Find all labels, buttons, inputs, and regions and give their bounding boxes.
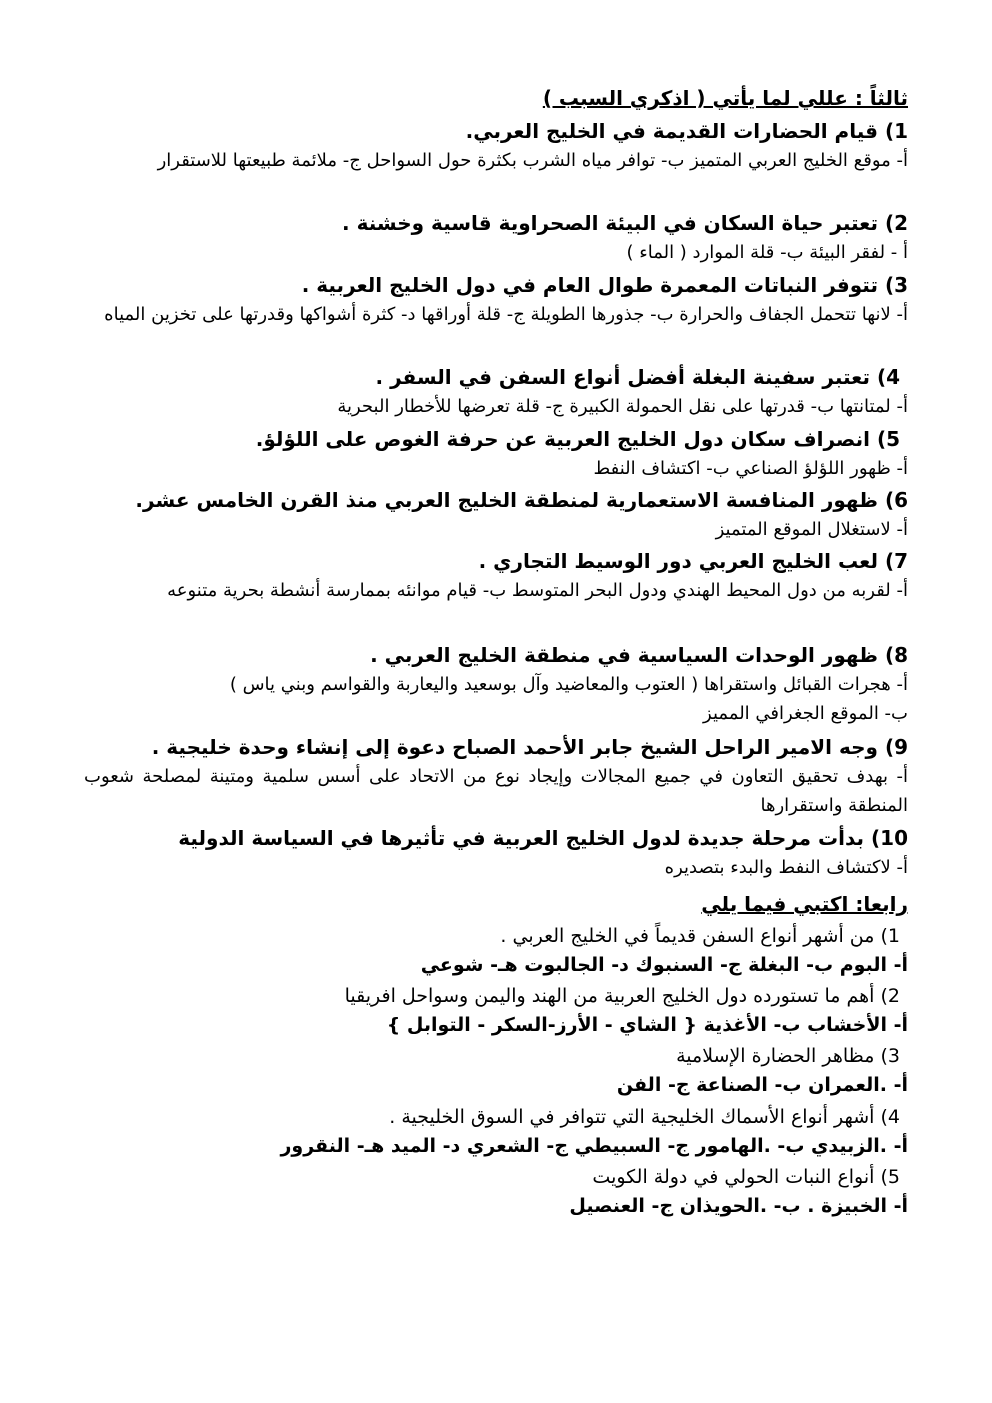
write-question-text: مظاهر الحضارة الإسلامية xyxy=(676,1045,875,1067)
question-block-6 xyxy=(84,485,908,544)
question-block-8 xyxy=(84,640,908,728)
question-block-2 xyxy=(84,208,908,267)
write-question xyxy=(84,1103,908,1132)
question-number: 1) xyxy=(884,119,908,143)
question-number: 4) xyxy=(876,365,900,389)
question-title xyxy=(84,116,908,146)
question-title xyxy=(84,546,908,576)
write-item-4 xyxy=(84,1103,908,1161)
question-text: قيام الحضارات القديمة في الخليج العربي. xyxy=(465,119,878,143)
question-title xyxy=(84,270,908,300)
write-answer: أ- البوم ب- البغلة ج- السنبوك د- الجالبوت هـ- شوعي xyxy=(420,954,908,976)
write-number: 2) xyxy=(880,985,900,1007)
question-title xyxy=(84,362,908,392)
write-item-3 xyxy=(84,1042,908,1100)
write-item-5 xyxy=(84,1163,908,1221)
question-number: 8) xyxy=(884,643,908,667)
write-question-text: من أشهر أنواع السفن قديماً في الخليج العربي . xyxy=(500,925,875,947)
question-title xyxy=(84,485,908,515)
question-title xyxy=(84,208,908,238)
answer-text: أ- لانها تتحمل الجفاف والحرارة ب- جذورها الطويلة ج- قلة أوراقها د- كثرة أشواكها وقدرتها على تخزين المياه xyxy=(104,304,908,325)
answer-text-second: ب- الموقع الجغرافي المميز xyxy=(703,703,908,724)
question-block-7 xyxy=(84,546,908,605)
question-text: تتوفر النباتات المعمرة طوال العام في دول الخليج العربية . xyxy=(301,273,878,297)
question-title xyxy=(84,823,908,853)
answer-text: أ- موقع الخليج العربي المتميز ب- توافر مياه الشرب بكثرة حول السواحل ج- ملائمة طبيعتها للاستقرار xyxy=(157,150,908,171)
write-answer: أ- الخبيزة . ب- .الحويذان ج- العنصيل xyxy=(569,1195,908,1217)
question-number: 3) xyxy=(884,273,908,297)
write-question xyxy=(84,1042,908,1071)
question-number: 9) xyxy=(884,735,908,759)
write-number: 4) xyxy=(880,1106,900,1128)
question-title xyxy=(84,640,908,670)
answer-text: أ- لاستغلال الموقع المتميز xyxy=(715,519,908,540)
write-answer: أ- .العمران ب- الصناعة ج- الفن xyxy=(616,1074,908,1096)
write-number: 1) xyxy=(880,925,900,947)
write-question-text: أهم ما تستورده دول الخليج العربية من الهند واليمن وسواحل افريقيا xyxy=(344,985,875,1007)
question-number: 10) xyxy=(871,826,908,850)
write-item-2 xyxy=(84,982,908,1040)
question-text: تعتبر حياة السكان في البيئة الصحراوية قاسية وخشنة . xyxy=(342,211,878,235)
write-question-text: أشهر أنواع الأسماك الخليجية التي تتوافر في السوق الخليجية . xyxy=(389,1106,875,1128)
write-answer: أ- .الزبيدي ب- .الهامور ج- السبيطي ج- الشعري د- الميد هـ- النقرور xyxy=(280,1135,908,1157)
answer-text: أ- هجرات القبائل واستقراها ( العتوب والمعاضيد وآل بوسعيد واليعاربة والقواسم وبني ياس ) xyxy=(229,674,908,695)
question-text: تعتبر سفينة البغلة أفضل أنواع السفن في السفر . xyxy=(375,365,870,389)
write-question xyxy=(84,922,908,951)
answer-text: أ- لمتانتها ب- قدرتها على نقل الحمولة الكبيرة ج- قلة تعرضها للأخطار البحرية xyxy=(337,396,908,417)
question-block-4 xyxy=(84,362,908,421)
write-item-1 xyxy=(84,922,908,980)
answer-text: أ- لاكتشاف النفط والبدء بتصديره xyxy=(664,857,908,878)
write-number: 5) xyxy=(880,1166,900,1188)
answer-text: أ- لقربه من دول المحيط الهندي ودول البحر المتوسط ب- قيام موانئه بممارسة أنشطة بحرية متنوعه xyxy=(167,580,908,601)
question-title xyxy=(84,424,908,454)
question-number: 7) xyxy=(884,549,908,573)
write-number: 3) xyxy=(880,1045,900,1067)
question-text: لعب الخليج العربي دور الوسيط التجاري . xyxy=(478,549,878,573)
section4-heading: رابعا: اكتبي فيما يلي xyxy=(701,892,908,916)
answer-text: أ- ظهور اللؤلؤ الصناعي ب- اكتشاف النفط xyxy=(593,458,908,479)
question-title xyxy=(84,732,908,762)
question-text: وجه الامير الراحل الشيخ جابر الأحمد الصباح دعوة إلى إنشاء وحدة خليجية . xyxy=(151,735,878,759)
question-text: ظهور الوحدات السياسية في منطقة الخليج العربي . xyxy=(370,643,878,667)
question-block-9 xyxy=(84,732,908,820)
section3-heading: ثالثاً : عللي لما يأتي ( اذكري السبب ) xyxy=(542,86,908,110)
question-number: 5) xyxy=(876,427,900,451)
question-block-5 xyxy=(84,424,908,483)
question-block-3 xyxy=(84,270,908,329)
answer-text: أ - لفقر البيئة ب- قلة الموارد ( الماء ) xyxy=(626,242,908,263)
question-text: بدأت مرحلة جديدة لدول الخليج العربية في تأثيرها في السياسة الدولية xyxy=(178,826,865,850)
question-text: انصراف سكان دول الخليج العربية عن حرفة الغوص على اللؤلؤ. xyxy=(255,427,870,451)
answer-text: أ- بهدف تحقيق التعاون في جميع المجالات وإيجاد نوع من الاتحاد على أسس سلمية ومتينة لمصلحة شعوب المنطقة واستقرارها xyxy=(84,766,908,816)
question-block-10 xyxy=(84,823,908,882)
question-block-1 xyxy=(84,116,908,175)
write-question-text: أنواع النبات الحولي في دولة الكويت xyxy=(592,1166,875,1188)
question-number: 6) xyxy=(884,488,908,512)
write-answer: أ- الأخشاب ب- الأغذية { الشاي - الأرز-السكر - التوابل } xyxy=(386,1014,908,1036)
write-question xyxy=(84,1163,908,1192)
question-text: ظهور المنافسة الاستعمارية لمنطقة الخليج العربي منذ القرن الخامس عشر. xyxy=(135,488,878,512)
question-number: 2) xyxy=(884,211,908,235)
write-question xyxy=(84,982,908,1011)
